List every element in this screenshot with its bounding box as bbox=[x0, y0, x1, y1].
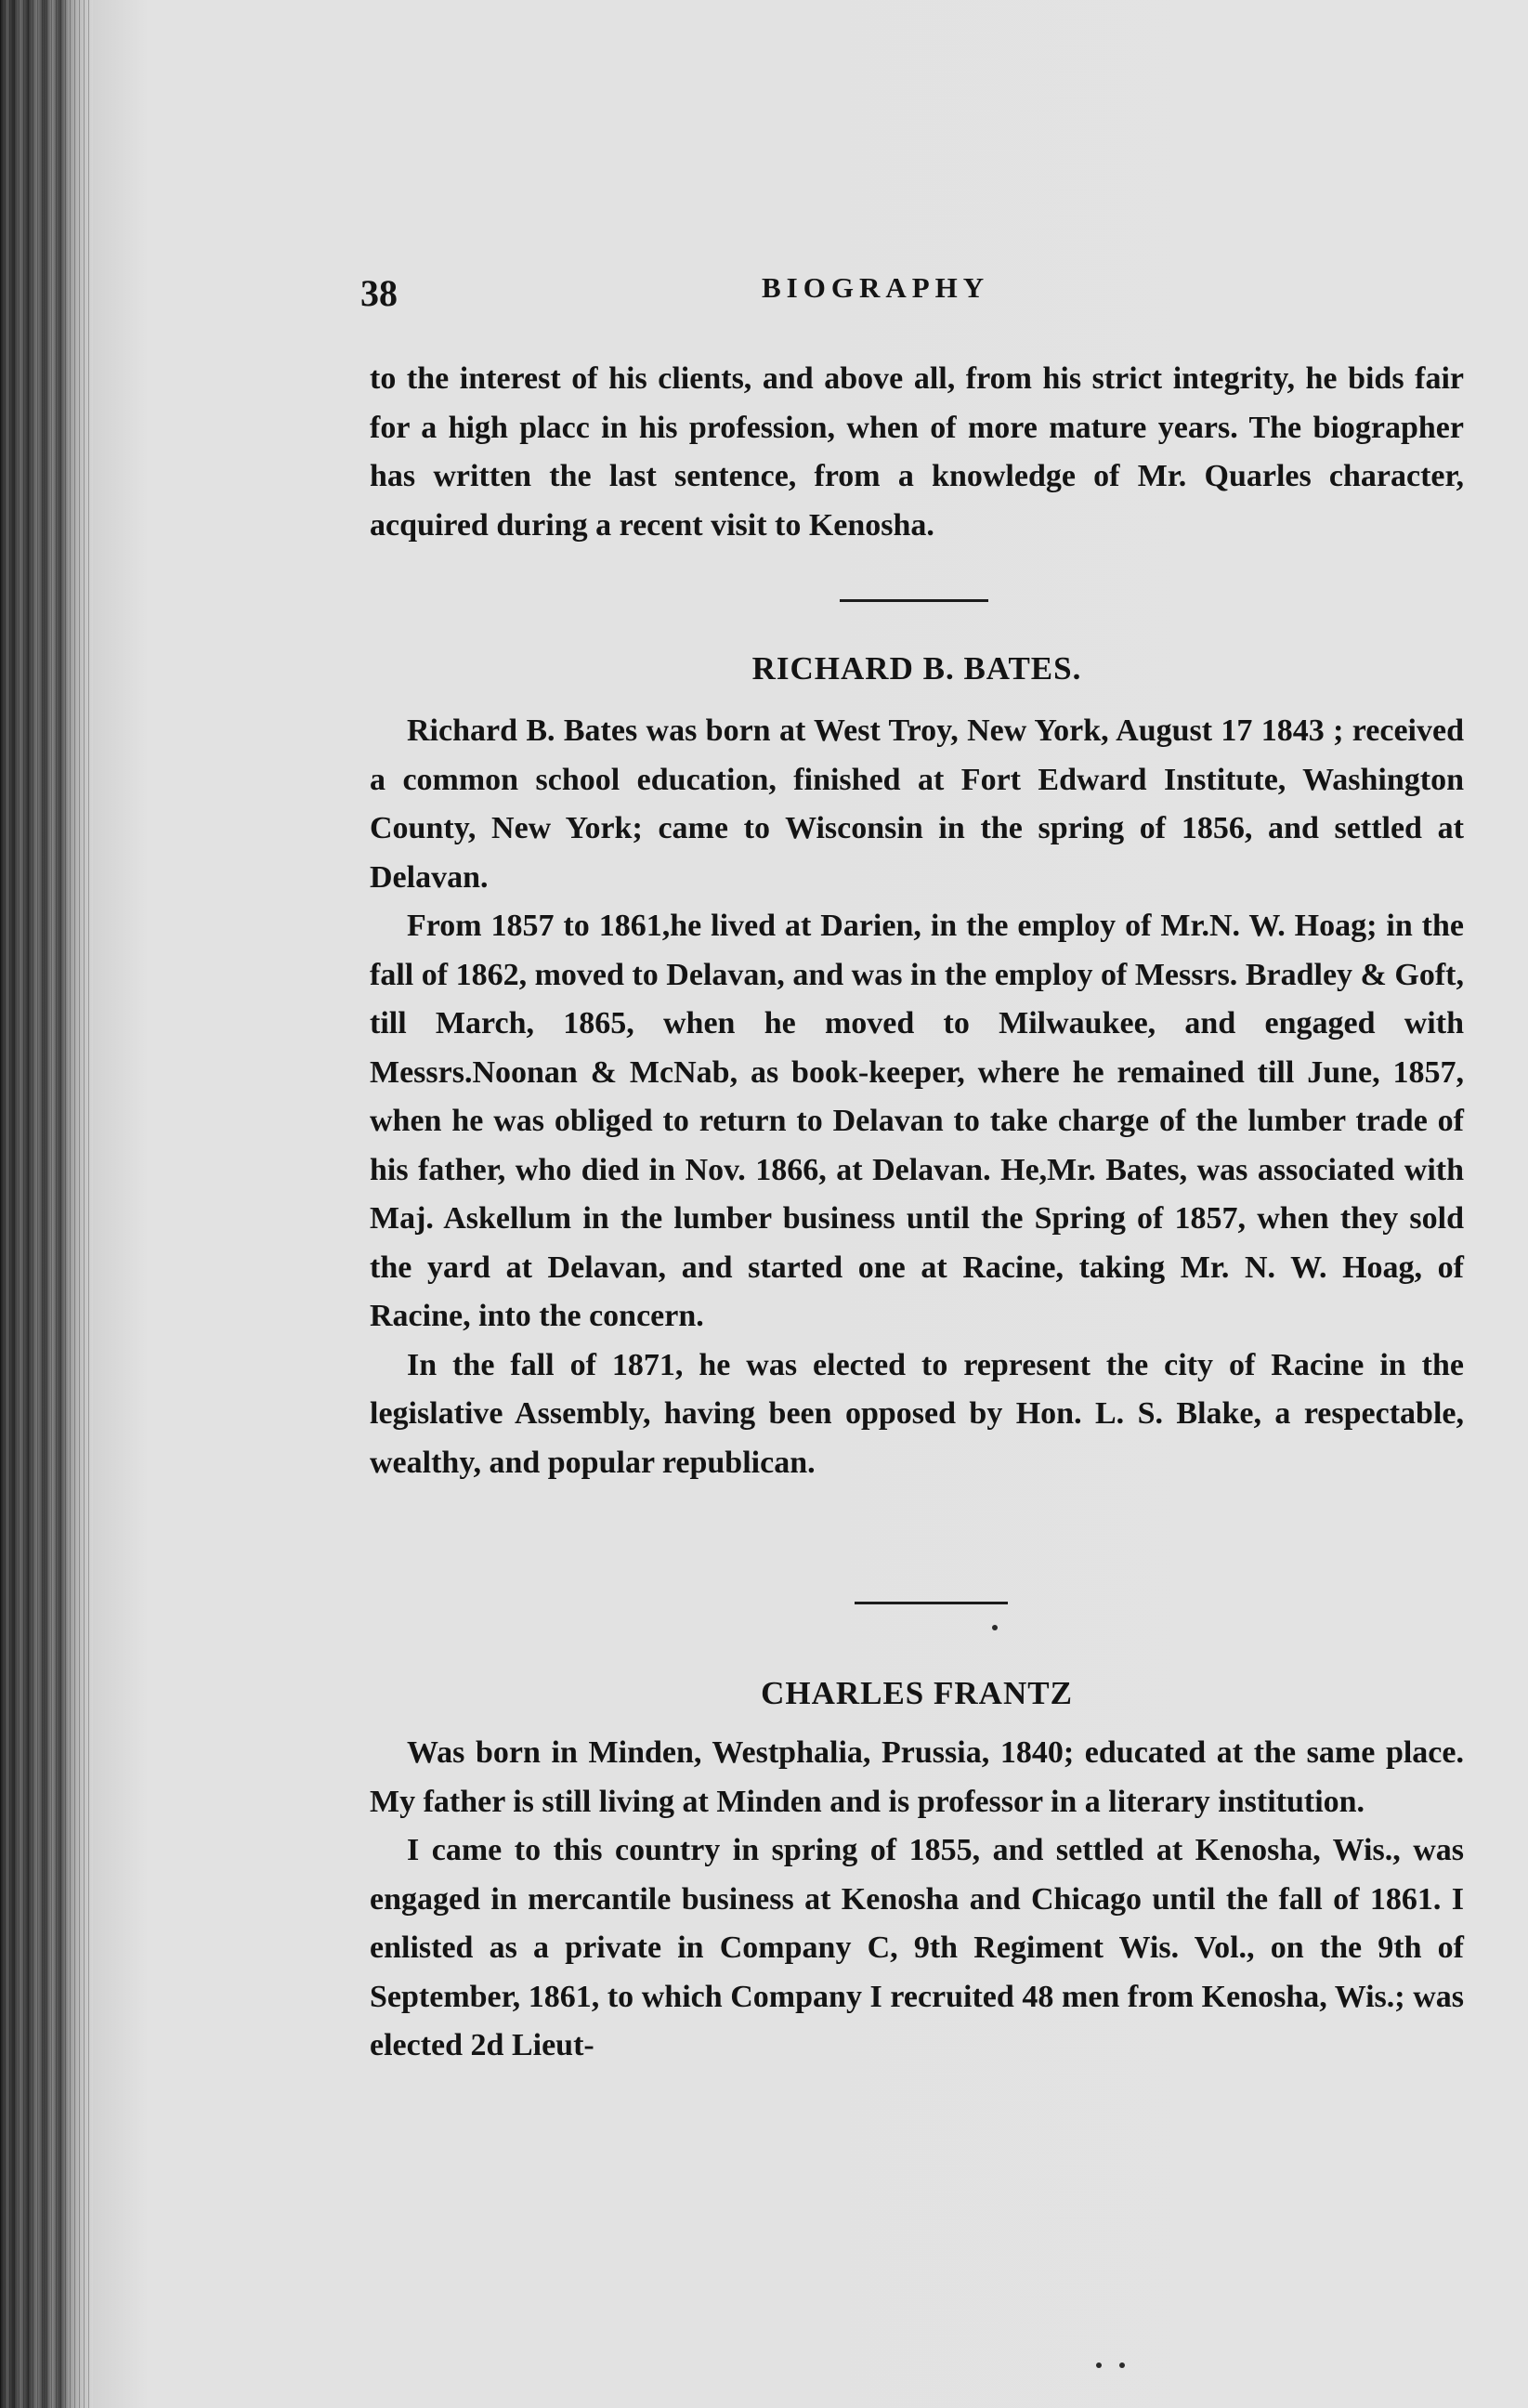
paragraph: Richard B. Bates was born at West Troy, New York, August 17 1843 ; received a common school education, finished at Fort Edward Institute, Washington County, New York; came to Wisconsin in the spring of 1856, and settled at Delavan. bbox=[370, 713, 1464, 895]
intro-paragraph: to the interest of his clients, and above all, from his strict integrity, he bids fair for a high placc in his profession, when of more mature years. The biographer has written the last sentence, from a knowledge of Mr. Quarles character, acquired during a recent visit to Kenosha. bbox=[370, 361, 1464, 543]
speck bbox=[992, 1625, 998, 1630]
section-heading-frantz: CHARLES FRANTZ bbox=[761, 1675, 1073, 1711]
paragraph: I came to this country in spring of 1855, and settled at Kenosha, Wis., was engaged in mercantile business at Kenosha and Chicago until the fall of 1861. I enlisted as a private in Company C, 9th Regiment Wis. Vol., on the 9th of September, 1861, to which Company I recruited 48 men from Kenosha, Wis.; was elected 2d Lieut- bbox=[370, 1833, 1464, 2062]
section-heading-bates: RICHARD B. BATES. bbox=[751, 650, 1082, 687]
running-head: BIOGRAPHY bbox=[762, 271, 990, 304]
paragraph: In the fall of 1871, he was elected to represent the city of Racine in the legislative Assembly, having been opposed by Hon. L. S. Blake, a respectable, wealthy, and popular republican. bbox=[370, 1347, 1464, 1480]
intro-text bbox=[370, 355, 1464, 550]
section-divider bbox=[855, 1602, 1008, 1604]
section-body-bates bbox=[370, 707, 1464, 1487]
speck bbox=[1096, 2362, 1102, 2368]
page-edges bbox=[0, 0, 89, 2408]
paragraph: From 1857 to 1861,he lived at Darien, in the employ of Mr.N. W. Hoag; in the fall of 1862, moved to Delavan, and was in the employ of Messrs. Bradley & Goft, till March, 1865, when he moved to Milwaukee, and engaged with Messrs.Noonan & McNab, as book-keeper, where he remained till June, 1857, when he was obliged to return to Delavan to take charge of the lumber trade of his father, who died in Nov. 1866, at Delavan. He,Mr. Bates, was associated with Maj. Askellum in the lumber business until the Spring of 1857, when they sold the yard at Delavan, and started one at Racine, taking Mr. N. W. Hoag, of Racine, into the concern. bbox=[370, 909, 1464, 1333]
speck bbox=[1119, 2362, 1125, 2368]
section-body-frantz bbox=[370, 1729, 1464, 2071]
section-divider bbox=[840, 599, 988, 602]
page-number: 38 bbox=[360, 272, 398, 314]
paragraph: Was born in Minden, Westphalia, Prussia, 1840; educated at the same place. My father is still living at Minden and is professor in a literary institution. bbox=[370, 1735, 1464, 1819]
